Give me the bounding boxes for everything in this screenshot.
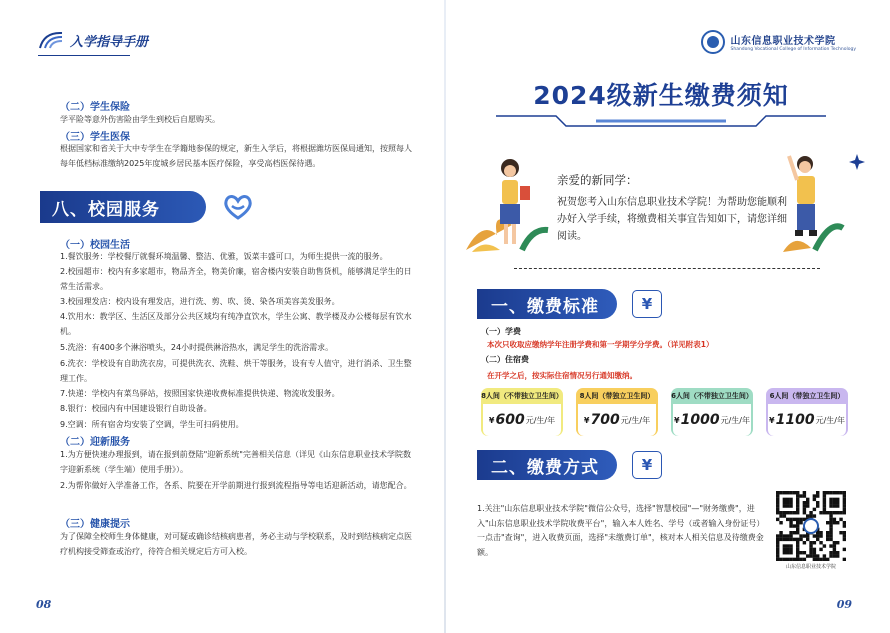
health-heading: （三）健康提示: [60, 519, 130, 530]
page-number-left: 08: [36, 598, 52, 611]
payment-instructions: 1.关注"山东信息职业技术学院"微信公众号，选择"智慧校园"—"财务缴费"，进入"山东信息职业技术学院收费平台"，输入本人姓名、学号（或者输入身份证号）一点击"查询"，进入收费页面，选择"未缴费订单"，核对本人相关信息及待缴费金额。: [477, 504, 765, 557]
page-gutter: [444, 0, 446, 633]
fee-unit: 元/生/年: [525, 415, 556, 425]
fee-unit: 元/生/年: [720, 415, 750, 425]
fee-unit: 元/生/年: [620, 415, 651, 425]
fee-card-6-no-bath: [671, 388, 753, 436]
fee-currency: ¥: [769, 415, 775, 425]
qr-caption: 山东信息职业技术学院: [785, 564, 836, 570]
page-number-right: 09: [836, 598, 852, 611]
campus-life-item-6: 6.洗衣：学校设有自助洗衣房，可提供洗衣、洗鞋、烘干等服务，设有专人值守，进行消杀、卫生整理工作。: [60, 359, 412, 383]
campus-life-item-8: 8.银行：校园内有中国建设银行自助设备。: [60, 404, 212, 413]
student-boy-illustration-icon: [775, 150, 845, 255]
insurance-heading: （二）学生保险: [60, 102, 130, 113]
yen-icon: ¥: [632, 290, 662, 318]
campus-life-item-4: 4.饮用水：教学区、生活区及部分公共区域均有纯净直饮水，学生公寓、教学楼及办公楼每层有饮水机。: [60, 312, 412, 336]
header-left: [38, 30, 148, 50]
fee-card-label: 6人间（带独立卫生间）: [769, 392, 845, 400]
campus-life-item-1: 1.餐饮服务：学校餐厅就餐环境温馨、整洁、优雅，饭菜丰盛可口，为师生提供一流的服务。: [60, 252, 388, 261]
school-logo-icon: [701, 30, 725, 54]
header-arcs-icon: [38, 30, 64, 50]
welcome-item-2: 2.为帮你做好入学准备工作，各系、院要在开学前期进行报到流程指导等电话迎新活动，请您配合。: [60, 481, 412, 490]
tuition-note: 本次只收取应缴纳学年注册学费和第一学期学分学费。（详见附表1）: [487, 340, 714, 349]
campus-life-item-2: 2.校园超市：校内有多家超市，物品齐全，物美价廉，宿舍楼内安装自助售货机，能够满足学生的日常生活需求。: [60, 267, 412, 291]
fee-card-label: 8人间（不带独立卫生间）: [481, 392, 563, 400]
fee-currency: ¥: [583, 415, 590, 425]
greeting-body: 祝贺您考入山东信息职业技术学院！为帮助您能顺利办好入学手续，将缴费相关事宜告知如下，请您详细阅读。: [557, 197, 787, 242]
insurance-text: 学平险等意外伤害险由学生到校后自愿购买。: [60, 115, 220, 124]
fee-standard-banner: 一、缴费标准: [477, 289, 617, 319]
campus-life-item-3: 3.校园理发店：校内设有理发店，进行洗、剪、吹、烫、染各项美容美发服务。: [60, 297, 340, 306]
fee-unit: 元/生/年: [815, 415, 845, 425]
tuition-label: （一）学费: [481, 327, 521, 336]
campus-life-item-9: 9.空调：所有宿舍均安装了空调，学生可扫码使用。: [60, 420, 244, 429]
fee-amount: 700: [590, 412, 620, 428]
section8-banner: 八、校园服务: [40, 191, 206, 223]
welcome-item-1: 1.为方便快速办理报到，请在报到前登陆"迎新系统"完善相关信息（详见《山东信息职业技术学院数字迎新系统（学生端）使用手册》）。: [60, 450, 411, 474]
header-right: [701, 30, 856, 54]
fee-card-6-with-bath: [766, 388, 848, 436]
fee-notice-title: 2024级新生缴费须知: [533, 81, 789, 110]
dashed-divider: [514, 268, 820, 271]
welcome-heading: （二）迎新服务: [60, 437, 130, 448]
fee-card-label: 6人间（不带独立卫生间）: [671, 392, 753, 400]
title-frame-decoration: [496, 114, 826, 128]
campus-life-item-7: 7.快递：学校内有菜鸟驿站，按照国家快递收费标准提供快递、物流收发服务。: [60, 389, 340, 398]
fee-currency: ¥: [674, 415, 680, 425]
sparkle-star-icon: [849, 154, 865, 170]
fee-card-8-no-bath: [481, 388, 563, 436]
payment-method-banner: 二、缴费方式: [477, 450, 617, 480]
medical-heading: （三）学生医保: [60, 132, 130, 143]
dorm-fee-label: （二）住宿费: [481, 355, 529, 364]
fee-amount: 1000: [680, 412, 720, 428]
fee-currency: ¥: [488, 415, 495, 425]
qr-code-icon[interactable]: [776, 491, 846, 561]
heart-icon: [221, 191, 255, 223]
fee-amount: 600: [495, 412, 525, 428]
fee-card-label: 8人间（带独立卫生间）: [579, 392, 655, 400]
yen-icon: ¥: [632, 451, 662, 479]
greeting-heading: 亲爱的新同学：: [557, 173, 638, 187]
fee-amount: 1100: [775, 412, 815, 428]
header-underline: [38, 55, 130, 56]
health-text: 为了保障全校师生身体健康，对可疑或确诊结核病患者，务必主动与学校联系，及时到结核病定点医疗机构接受筛查或治疗，待符合相关规定后方可入校。: [60, 532, 412, 556]
campus-life-item-5: 5.洗浴：有400多个淋浴喷头，24小时提供淋浴热水，满足学生的洗浴需求。: [60, 343, 334, 352]
medical-text: 根据国家和省关于大中专学生在学籍地参保的规定，新生入学后，将根据潍坊医保局通知，按照每人每年低档标准缴纳2025年度城乡居民基本医疗保险，享受高档医保待遇。: [60, 144, 412, 168]
school-name-cn: 山东信息职业技术学院: [730, 36, 836, 47]
campus-life-heading: （一）校园生活: [60, 240, 130, 251]
handbook-title: 入学指导手册: [70, 34, 149, 50]
fee-card-8-with-bath: [576, 388, 658, 436]
dorm-fee-note: 在开学之后，按实际住宿情况另行通知缴纳。: [487, 371, 637, 380]
school-name-en: Shandong Vocational College of Information Technology: [730, 47, 856, 52]
student-girl-illustration-icon: [462, 150, 552, 255]
